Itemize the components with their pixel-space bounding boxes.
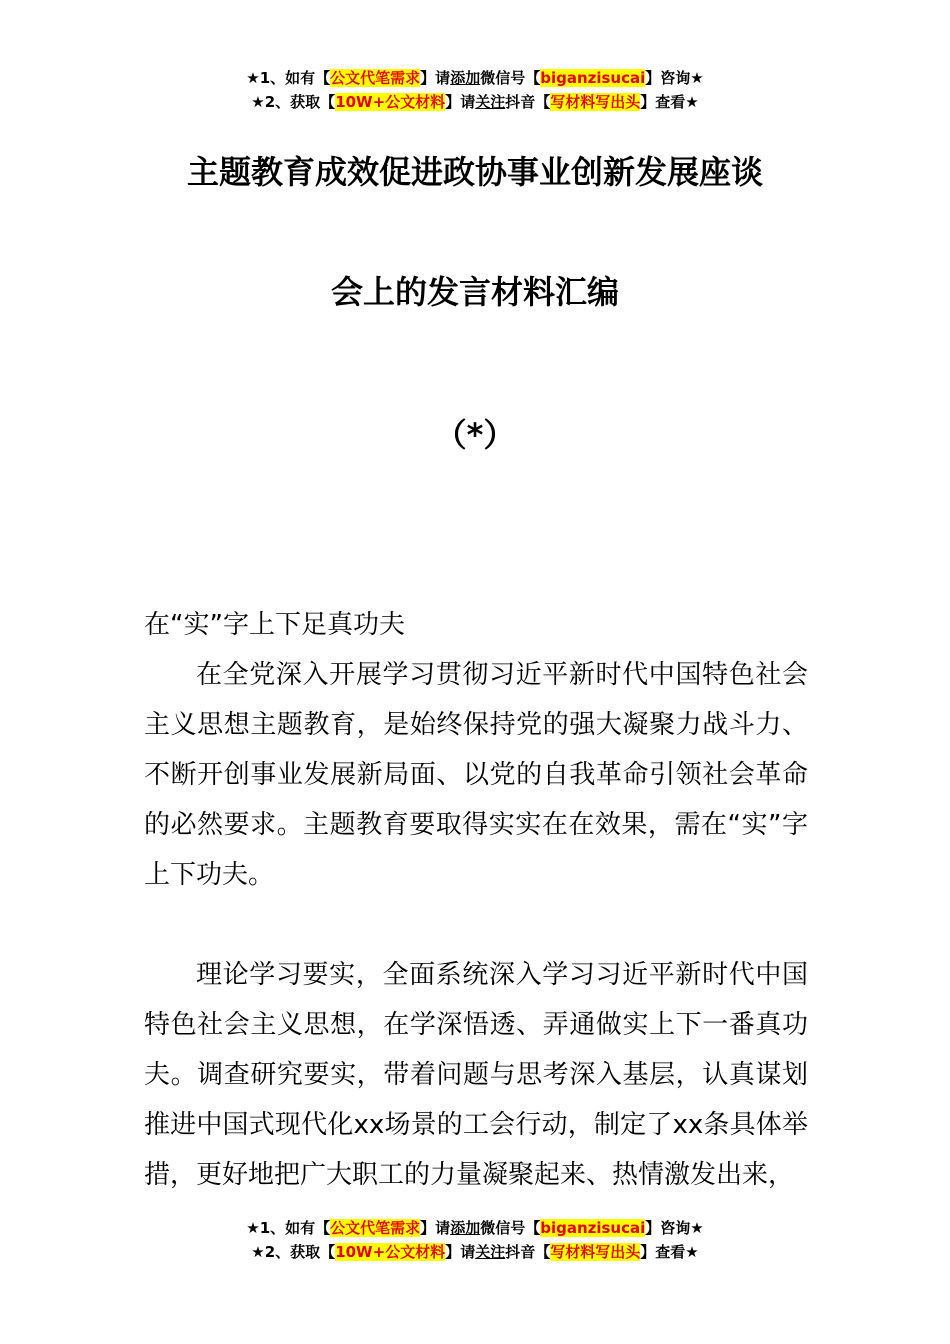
highlight-ghostwriting: 公文代笔需求 xyxy=(330,69,421,87)
highlight-douyin: 写材料写出头 xyxy=(550,1243,641,1261)
paragraph-spacer xyxy=(144,900,808,950)
banner-line-2: ★2、获取【10W+公文材料】请关注抖音【写材料写出头】查看★ xyxy=(251,1243,699,1261)
highlight-wechat-id: biganzisucai xyxy=(540,69,646,87)
highlight-ghostwriting: 公文代笔需求 xyxy=(330,1219,421,1237)
document-title-note: （*） xyxy=(434,416,516,454)
document-title-line-2: 会上的发言材料汇编 xyxy=(330,273,619,311)
highlight-douyin: 写材料写出头 xyxy=(550,93,641,111)
document-body xyxy=(144,600,808,1200)
highlight-materials: 10W+公文材料 xyxy=(335,93,446,111)
highlight-materials: 10W+公文材料 xyxy=(335,1243,446,1261)
document-title-line-1: 主题教育成效促进政协事业创新发展座谈 xyxy=(186,153,763,191)
banner-line-1: ★1、如有【公文代笔需求】请添加微信号【biganzisucai】咨询★ xyxy=(246,69,704,87)
body-paragraph: 理论学习要实，全面系统深入学习习近平新时代中国特色社会主义思想，在学深悟透、弄通做实上下一番真功夫。调查研究要实，带着问题与思考深入基层，认真谋划推进中国式现代化xx场景的工会行动，制定了xx条具体举措，更好地把广大职工的力量凝聚起来、热情激发出来， xyxy=(144,960,808,1190)
banner-line-2: ★2、获取【10W+公文材料】请关注抖音【写材料写出头】查看★ xyxy=(251,93,699,111)
banner-line-1: ★1、如有【公文代笔需求】请添加微信号【biganzisucai】咨询★ xyxy=(246,1219,704,1237)
top-banner xyxy=(0,66,950,114)
body-paragraph: 在全党深入开展学习贯彻习近平新时代中国特色社会主义思想主题教育，是始终保持党的强大凝聚力战斗力、不断开创事业发展新局面、以党的自我革命引领社会革命的必然要求。主题教育要取得实实在在效果，需在“实”字上下功夫。 xyxy=(144,660,808,890)
highlight-wechat-id: biganzisucai xyxy=(540,1219,646,1237)
section-heading: 在“实”字上下足真功夫 xyxy=(144,610,405,640)
bottom-banner xyxy=(0,1216,950,1264)
